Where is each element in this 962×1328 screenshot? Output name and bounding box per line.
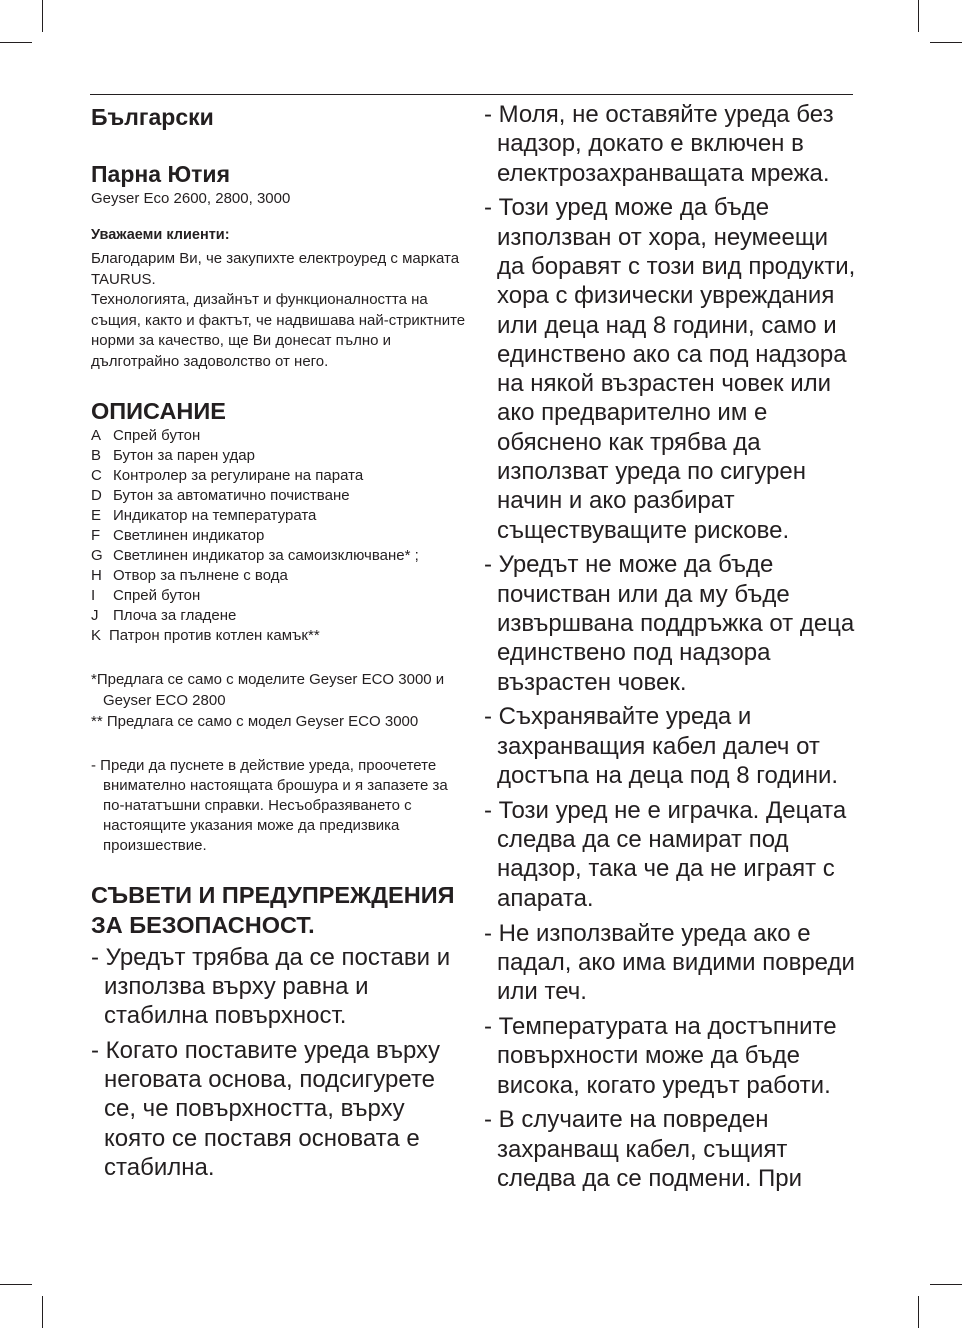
list-item: E Индикатор на температурата bbox=[91, 507, 317, 524]
thanks-text: Благодарим Ви, че закупихте електроуред с марката TAURUS. bbox=[91, 250, 460, 288]
list-item: I Спрей бутон bbox=[91, 587, 201, 604]
product-title: Парна Ютия bbox=[91, 161, 230, 187]
list-item: H Отвор за пълнене с вода bbox=[91, 567, 288, 584]
model-list: Geyser Eco 2600, 2800, 3000 bbox=[91, 190, 291, 207]
crop-mark-bottom-left-h bbox=[0, 1284, 32, 1285]
greeting: Уважаеми клиенти: bbox=[91, 227, 230, 243]
language-heading: Български bbox=[91, 104, 214, 130]
crop-mark-bottom-right-h bbox=[930, 1284, 962, 1285]
left-column bbox=[91, 100, 466, 1188]
list-item: K Патрон против котлен камък** bbox=[91, 627, 320, 644]
list-item: - Температурата на достъпните повърхности може да бъде висока, когато уредът работи. bbox=[484, 1012, 837, 1099]
description-list bbox=[91, 426, 466, 646]
list-item: C Контролер за регулиране на парата bbox=[91, 467, 364, 484]
safety-list-right bbox=[484, 100, 860, 1193]
safety-list-left bbox=[91, 943, 466, 1183]
crop-mark-bottom-right-v bbox=[918, 1296, 919, 1328]
crop-mark-top-right-h bbox=[930, 42, 962, 43]
list-item: - Когато поставите уреда върху неговата основа, подсигурете се, че повърхността, върху която се поставя основата е стабилна. bbox=[91, 1036, 441, 1182]
footnote-double: ** Предлага се само с модел Geyser ECO 3000 bbox=[91, 713, 419, 730]
crop-mark-top-left-v bbox=[42, 0, 43, 32]
list-item: G Светлинен индикатор за самоизключване* ; bbox=[91, 547, 419, 564]
footnote-single: *Предлага се само с моделите Geyser ECO 3000 и Geyser ECO 2800 bbox=[91, 671, 445, 709]
before-use-warning: - Преди да пуснете в действие уреда, проочетете внимателно настоящата брошура и я запазете за по-нататъшни справки. Несъобразяването с настоящите указания може да предизвика произшествие. bbox=[91, 756, 448, 854]
list-item: A Спрей бутон bbox=[91, 427, 201, 444]
list-item: B Бутон за парен удар bbox=[91, 447, 255, 464]
technology-text: Технологията, дизайнът и функционалността на същия, както и фактът, че надвишава най-стриктните норми за качество, ще Ви донесат пълно и дълготрайно задоволство от него. bbox=[91, 291, 466, 370]
list-item: - Моля, не оставяйте уреда без надзор, докато е включен в електрозахранващата мрежа. bbox=[484, 101, 834, 187]
right-column bbox=[484, 100, 860, 1199]
crop-mark-top-right-v bbox=[918, 0, 919, 32]
list-item: F Светлинен индикатор bbox=[91, 527, 265, 544]
list-item: - Уредът не може да бъде почистван или да му бъде извършвана поддръжка от деца единствено под надзора възрастен човек. bbox=[484, 551, 855, 696]
safety-title: СЪВЕТИ И ПРЕДУПРЕЖДЕНИЯ ЗА БЕЗОПАСНОСТ. bbox=[91, 881, 455, 938]
list-item: - Не използвайте уреда ако е падал, ако има видими повреди или теч. bbox=[484, 919, 855, 1006]
list-item: - Съхранявайте уреда и захранващия кабел далеч от достъпа на деца под 8 години. bbox=[484, 703, 839, 790]
list-item: - Този уред може да бъде използван от хора, неумеещи да боравят с този вид продукти, хора с физически увреждания или деца над 8 години, само и единствено ако са под надзора на някой възрастен човек или ако предварително им е обяснено как трябва да използват уреда по сигурен начин и ако разбират съществуващите рискове. bbox=[484, 194, 856, 544]
list-item: - Този уред не е играчка. Децата следва да се намират под надзор, така че да не играят с апарата. bbox=[484, 796, 847, 912]
crop-mark-top-left-h bbox=[0, 42, 32, 43]
list-item: J Плоча за гладене bbox=[91, 607, 237, 624]
list-item: - В случаите на повреден захранващ кабел, същият следва да се подмени. При bbox=[484, 1106, 803, 1192]
list-item: - Уредът трябва да се постави и използва върху равна и стабилна повърхност. bbox=[91, 943, 451, 1030]
crop-mark-bottom-left-v bbox=[42, 1296, 43, 1328]
description-title: ОПИСАНИЕ bbox=[91, 398, 226, 424]
header-rule bbox=[90, 94, 853, 95]
list-item: D Бутон за автоматично почистване bbox=[91, 487, 350, 504]
